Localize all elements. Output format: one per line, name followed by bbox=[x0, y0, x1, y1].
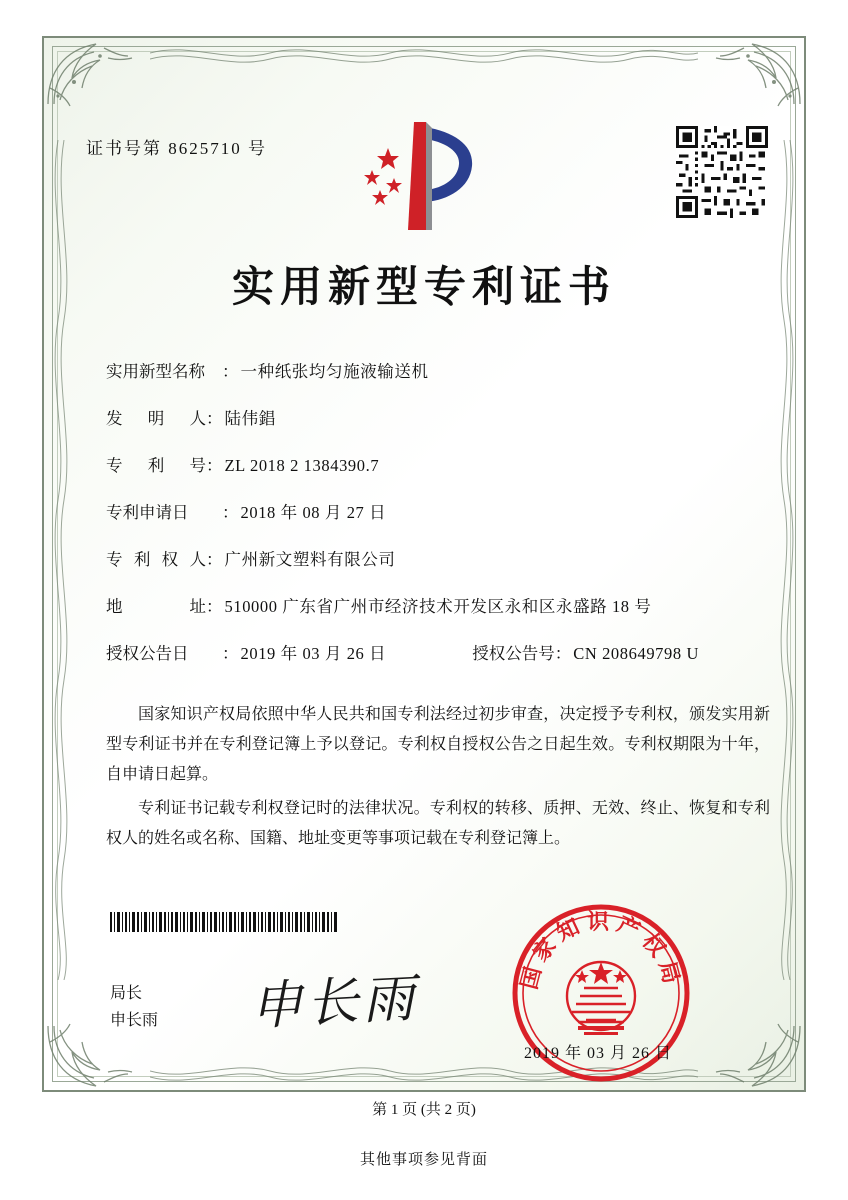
field-colon: ： bbox=[222, 362, 239, 381]
director-title-label: 局长 bbox=[110, 985, 143, 1002]
field-label: 授权公告日 bbox=[106, 644, 189, 663]
top-border-ornament bbox=[150, 40, 698, 66]
page-title: 实用新型专利证书 bbox=[231, 265, 616, 311]
field-value: 广州新文塑料有限公司 bbox=[224, 550, 396, 569]
field-row bbox=[106, 546, 766, 570]
field-value: ZL 2018 2 1384390.7 bbox=[224, 456, 380, 475]
body-text bbox=[106, 700, 770, 858]
field-label: 实用新型名称 bbox=[106, 362, 205, 381]
corner-flourish-icon bbox=[712, 38, 804, 108]
field-colon: ： bbox=[206, 456, 223, 475]
field-label: 专利申请日 bbox=[106, 503, 189, 522]
barcode bbox=[110, 912, 338, 932]
field-label: 专利权人 bbox=[106, 550, 206, 569]
footer-note: 其他事项参见背面 bbox=[359, 1152, 488, 1168]
corner-flourish-icon bbox=[712, 1022, 804, 1092]
director-name-label: 申长雨 bbox=[110, 1012, 159, 1029]
cnipa-emblem-icon bbox=[356, 118, 486, 236]
page-number: 第 1 页 (共 2 页) bbox=[372, 1102, 476, 1118]
handwritten-signature: 申长雨 bbox=[248, 968, 420, 1038]
field-row bbox=[106, 405, 766, 429]
field-colon: ： bbox=[554, 644, 572, 663]
svg-text:国家知识产权局: 国家知识产权局 bbox=[516, 909, 686, 992]
field-label: 地址 bbox=[106, 597, 206, 616]
field-label: 专利号 bbox=[106, 456, 206, 475]
field-value: 一种纸张均匀施液输送机 bbox=[240, 362, 429, 381]
field-label: 授权公告号 bbox=[472, 644, 555, 663]
field-value: CN 208649798 U bbox=[573, 644, 699, 663]
field-colon: ： bbox=[206, 550, 223, 569]
field-colon: ： bbox=[206, 409, 223, 428]
field-colon: ： bbox=[222, 503, 239, 522]
seal-date: 2019 年 03 月 26 日 bbox=[524, 1045, 673, 1062]
field-row bbox=[106, 499, 766, 523]
paragraph: 专利证书记载专利权登记时的法律状况。专利权的转移、质押、无效、终止、恢复和专利权人的姓名或名称、国籍、地址变更等事项记载在专利登记簿上。 bbox=[106, 800, 770, 847]
corner-flourish-icon bbox=[44, 38, 136, 108]
field-value: 510000 广东省广州市经济技术开发区永和区永盛路 18 号 bbox=[224, 597, 652, 616]
certificate-number: 证书号第 8625710 号 bbox=[86, 139, 267, 158]
field-row bbox=[106, 358, 766, 382]
qr-code bbox=[676, 126, 768, 218]
signature-labels bbox=[110, 980, 158, 1034]
paragraph: 国家知识产权局依照中华人民共和国专利法经过初步审查，决定授予专利权，颁发实用新型专利证书并在专利登记簿上予以登记。专利权自授权公告之日起生效。专利权期限为十年，自申请日起算。 bbox=[106, 706, 770, 783]
field-list bbox=[106, 358, 766, 687]
field-row bbox=[106, 593, 766, 617]
field-value: 2019 年 03 月 26 日 bbox=[240, 644, 387, 663]
field-colon: ： bbox=[222, 644, 239, 663]
field-colon: ： bbox=[206, 597, 223, 616]
field-value: 陆伟錩 bbox=[224, 409, 276, 428]
field-row-dual bbox=[106, 640, 766, 664]
field-value: 2018 年 08 月 27 日 bbox=[240, 503, 387, 522]
field-label: 发明人 bbox=[106, 409, 206, 428]
field-row bbox=[106, 452, 766, 476]
